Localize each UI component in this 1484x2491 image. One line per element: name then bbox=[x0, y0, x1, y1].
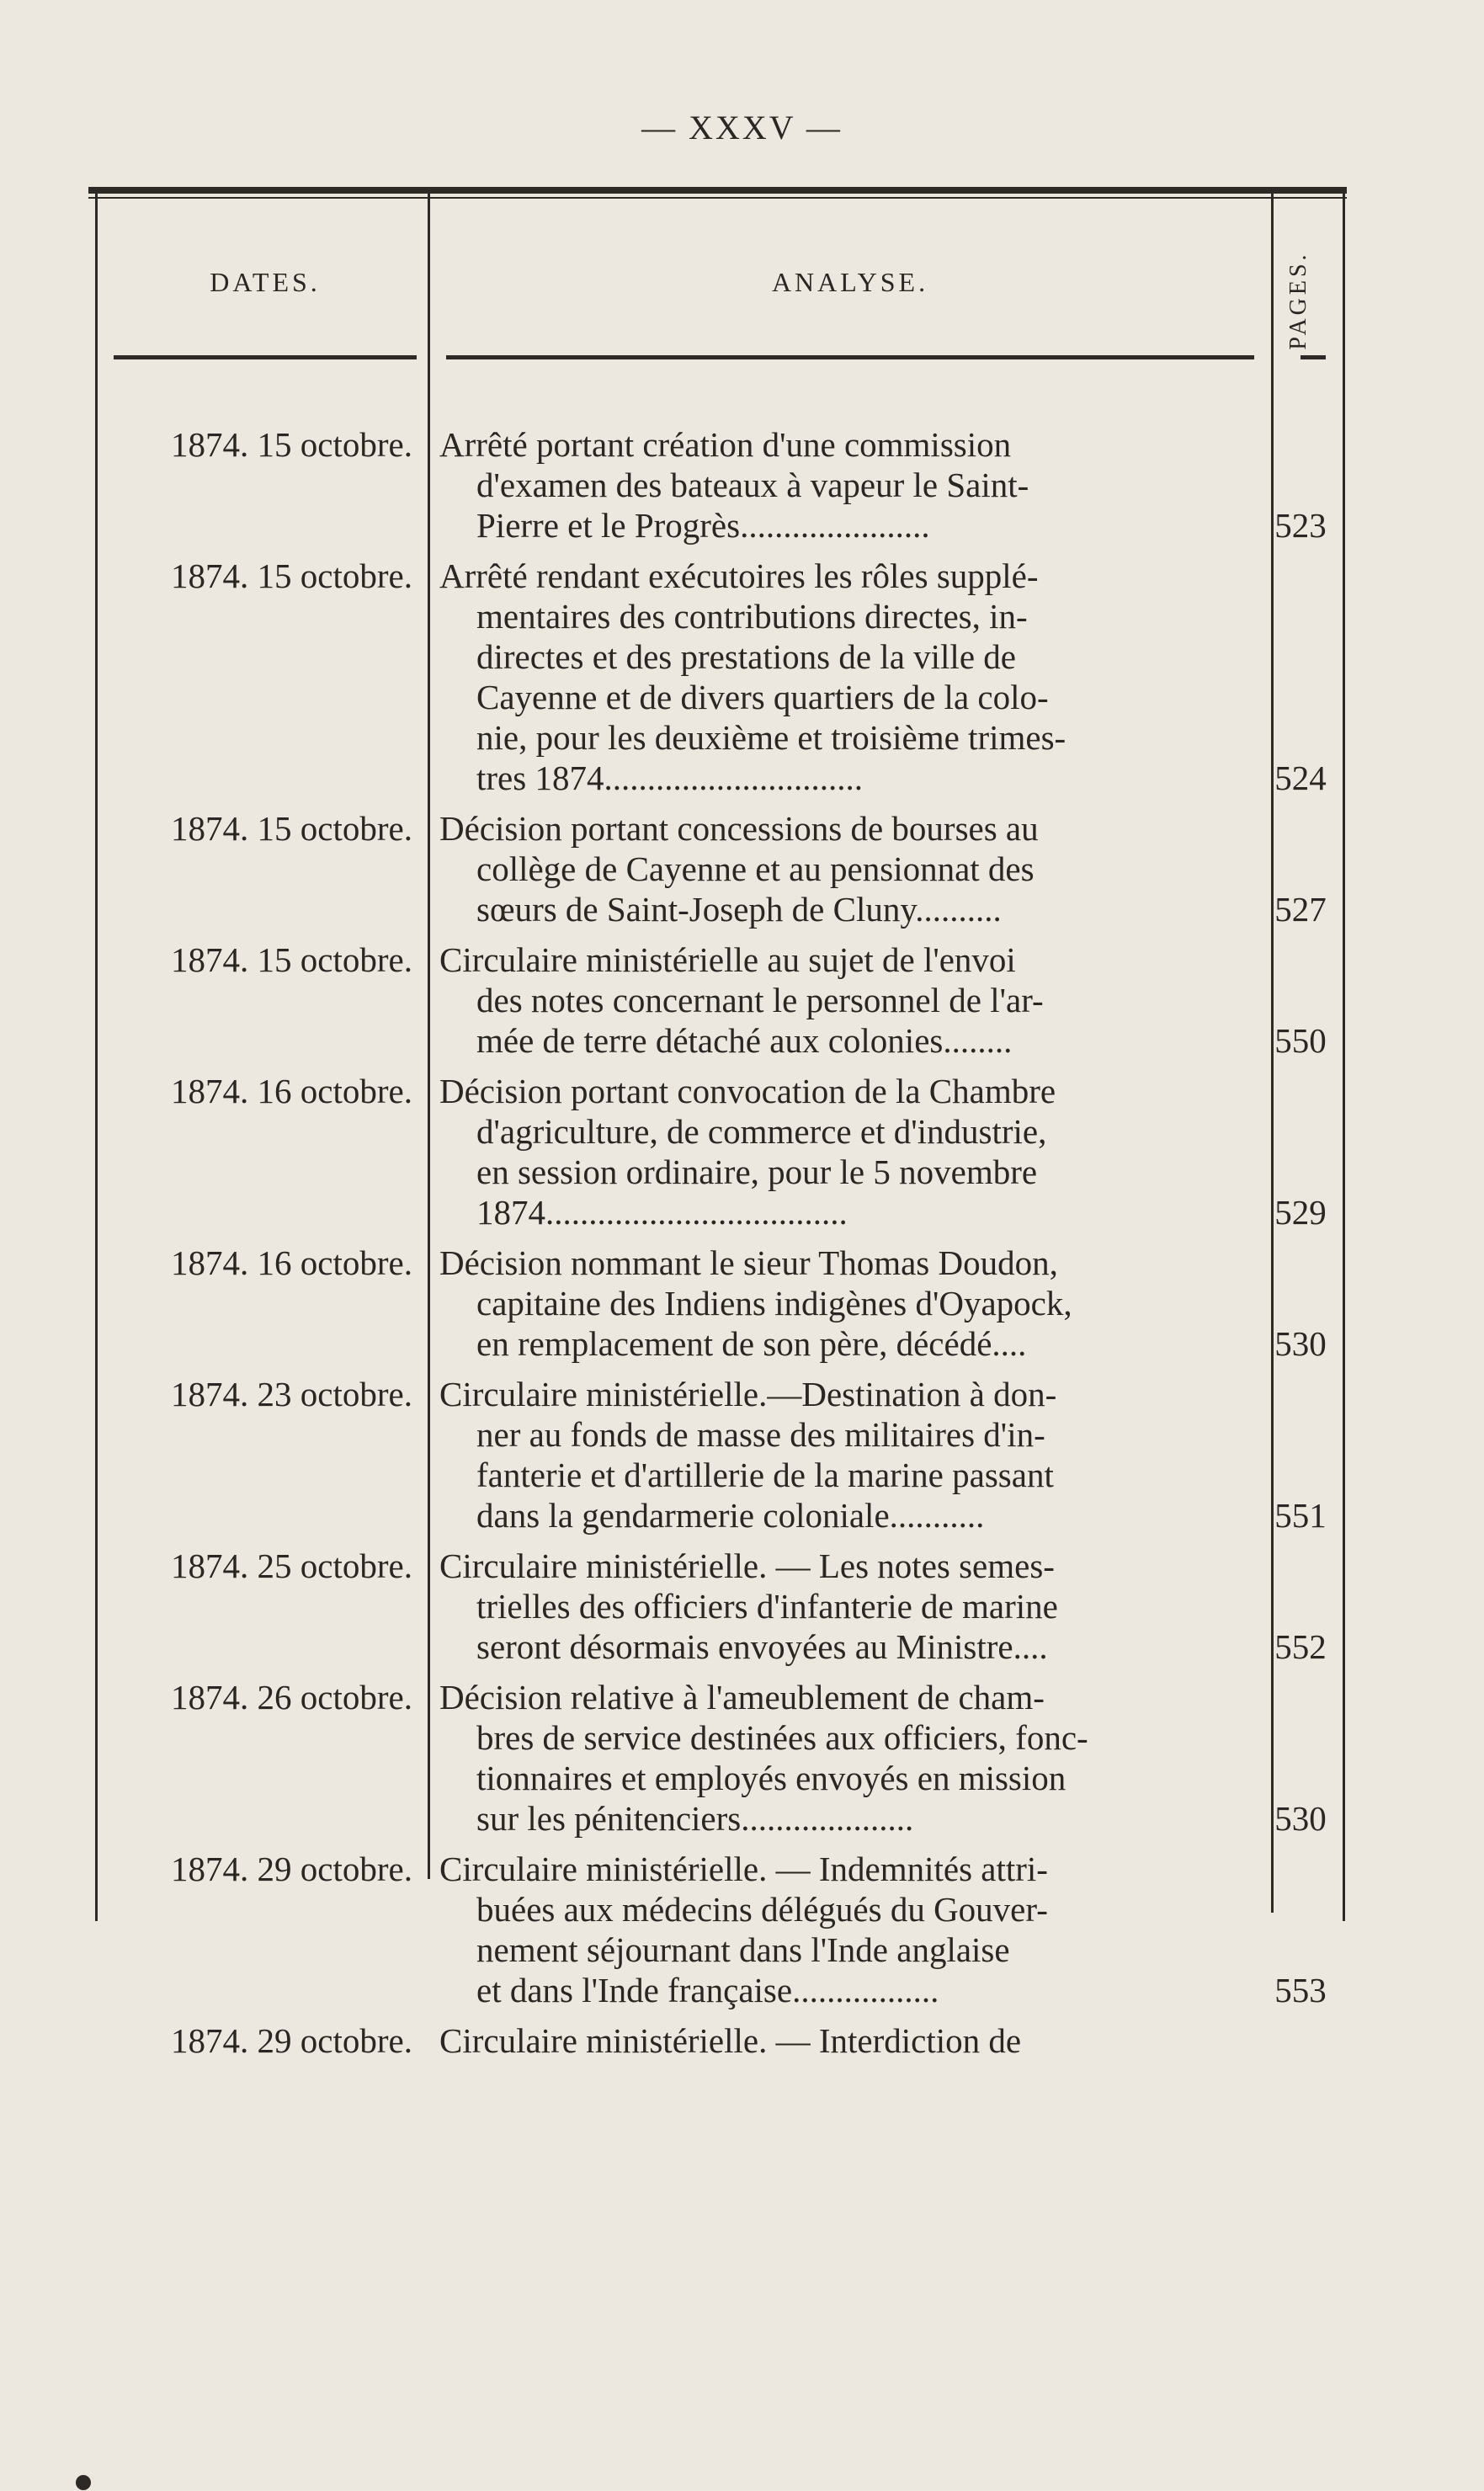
entry-date: 1874. 15 octobre. bbox=[171, 556, 412, 595]
analysis-line: buées aux médecins délégués du Gouver- bbox=[476, 1890, 1048, 1929]
table-row bbox=[88, 424, 1347, 546]
table-row bbox=[88, 1374, 1347, 1536]
analyse-column-header: ANALYSE. bbox=[771, 267, 929, 297]
entry-date: 1874. 15 octobre. bbox=[171, 425, 412, 464]
analysis-line: 1874................................... bbox=[476, 1193, 848, 1232]
analysis-line: Décision nommant le sieur Thomas Doudon, bbox=[439, 1243, 1058, 1282]
analysis-line: collège de Cayenne et au pensionnat des bbox=[476, 849, 1035, 888]
analysis-line: en session ordinaire, pour le 5 novembre bbox=[476, 1152, 1038, 1191]
table-row bbox=[88, 556, 1347, 798]
table-body bbox=[88, 424, 1347, 2071]
entry-page-number: 523 bbox=[1274, 506, 1327, 545]
entry-analysis bbox=[421, 808, 1263, 929]
entry-analysis bbox=[421, 1374, 1263, 1536]
entry-date: 1874. 23 octobre. bbox=[171, 1375, 412, 1413]
analysis-line: d'agriculture, de commerce et d'industrie, bbox=[476, 1112, 1047, 1151]
entry-page-number: 529 bbox=[1274, 1193, 1327, 1232]
analysis-line: d'examen des bateaux à vapeur le Saint- bbox=[476, 466, 1029, 504]
table-row bbox=[88, 1071, 1347, 1232]
analysis-line: mentaires des contributions directes, in- bbox=[476, 597, 1028, 636]
analysis-line: mée de terre détaché aux colonies........ bbox=[476, 1021, 1013, 1060]
analysis-line: tres 1874.............................. bbox=[476, 758, 863, 797]
entry-date: 1874. 15 octobre. bbox=[171, 809, 412, 848]
entry-analysis bbox=[421, 939, 1263, 1061]
analysis-line: en remplacement de son père, décédé.... bbox=[476, 1324, 1027, 1363]
entry-analysis bbox=[421, 1849, 1263, 2010]
entry-date: 1874. 15 octobre. bbox=[171, 940, 412, 979]
analyse-header-rule bbox=[446, 355, 1254, 359]
page-mark bbox=[76, 2475, 91, 2490]
analysis-line: Arrêté rendant exécutoires les rôles supplé- bbox=[439, 556, 1039, 595]
entry-date: 1874. 16 octobre. bbox=[171, 1243, 412, 1282]
entry-date: 1874. 26 octobre. bbox=[171, 1678, 412, 1717]
dates-header-rule bbox=[114, 355, 417, 359]
analysis-line: sœurs de Saint-Joseph de Cluny.......... bbox=[476, 890, 1002, 929]
entry-analysis bbox=[421, 1677, 1263, 1839]
entry-analysis bbox=[421, 424, 1263, 546]
entry-page-number: 524 bbox=[1274, 758, 1327, 797]
analysis-line: dans la gendarmerie coloniale........... bbox=[476, 1496, 985, 1535]
analysis-line: capitaine des Indiens indigènes d'Oyapock, bbox=[476, 1284, 1072, 1323]
table-row bbox=[88, 808, 1347, 929]
analysis-line: tionnaires et employés envoyés en mission bbox=[476, 1759, 1066, 1797]
entry-page-number: 527 bbox=[1274, 890, 1327, 929]
entry-page-number: 530 bbox=[1274, 1799, 1327, 1838]
analysis-line: trielles des officiers d'infanterie de marine bbox=[476, 1587, 1058, 1626]
analysis-line: des notes concernant le personnel de l'ar- bbox=[476, 981, 1044, 1019]
table-row bbox=[88, 1677, 1347, 1839]
entry-analysis bbox=[421, 1071, 1263, 1232]
analysis-line: Pierre et le Progrès...................... bbox=[476, 506, 930, 545]
analysis-line: nie, pour les deuxième et troisième trimes- bbox=[476, 718, 1066, 757]
entry-date: 1874. 25 octobre. bbox=[171, 1546, 412, 1585]
entry-page-number: 551 bbox=[1274, 1496, 1327, 1535]
entry-page-number: 552 bbox=[1274, 1627, 1327, 1666]
table-row bbox=[88, 2020, 1347, 2061]
pages-column-header: PAGES. bbox=[1285, 251, 1311, 350]
table-top-rule bbox=[88, 187, 1347, 194]
dates-column-header: DATES. bbox=[210, 267, 321, 297]
analysis-line: directes et des prestations de la ville de bbox=[476, 637, 1016, 676]
entry-page-number: 530 bbox=[1274, 1324, 1327, 1363]
page-number-header: — XXXV — bbox=[641, 109, 843, 146]
analysis-line: Circulaire ministérielle au sujet de l'envoi bbox=[439, 940, 1016, 979]
entry-date: 1874. 29 octobre. bbox=[171, 2021, 412, 2060]
analysis-line: seront désormais envoyées au Ministre.... bbox=[476, 1627, 1048, 1666]
table-row bbox=[88, 1243, 1347, 1364]
table-top-thin-rule bbox=[88, 197, 1347, 199]
analysis-line: Circulaire ministérielle. — Interdiction de bbox=[439, 2021, 1022, 2060]
table-row bbox=[88, 1849, 1347, 2010]
entry-date: 1874. 29 octobre. bbox=[171, 1850, 412, 1888]
table-row bbox=[88, 939, 1347, 1061]
index-table bbox=[88, 187, 1347, 2060]
entry-page-number: 550 bbox=[1274, 1021, 1327, 1060]
entry-date: 1874. 16 octobre. bbox=[171, 1072, 412, 1110]
entry-page-number: 553 bbox=[1274, 1971, 1327, 2009]
analysis-line: Décision relative à l'ameublement de cham- bbox=[439, 1678, 1045, 1717]
analysis-line: Cayenne et de divers quartiers de la colo- bbox=[476, 678, 1049, 716]
pages-header-rule bbox=[1300, 355, 1326, 359]
entry-analysis bbox=[421, 2020, 1263, 2061]
analysis-line: fanterie et d'artillerie de la marine passant bbox=[476, 1456, 1054, 1494]
analysis-line: et dans l'Inde française................. bbox=[476, 1971, 939, 2009]
table-row bbox=[88, 1546, 1347, 1667]
entry-analysis bbox=[421, 1243, 1263, 1364]
analysis-line: nement séjournant dans l'Inde anglaise bbox=[476, 1930, 1010, 1969]
analysis-line: Décision portant convocation de la Chambre bbox=[439, 1072, 1056, 1110]
analysis-line: Circulaire ministérielle. — Les notes semes- bbox=[439, 1546, 1055, 1585]
analysis-line: sur les pénitenciers.................... bbox=[476, 1799, 914, 1838]
entry-analysis bbox=[421, 556, 1263, 798]
analysis-line: Circulaire ministérielle. — Indemnités attri- bbox=[439, 1850, 1048, 1888]
analysis-line: Décision portant concessions de bourses au bbox=[439, 809, 1039, 848]
analysis-line: ner au fonds de masse des militaires d'in- bbox=[476, 1415, 1045, 1454]
analysis-line: Circulaire ministérielle.—Destination à don- bbox=[439, 1375, 1057, 1413]
analysis-line: Arrêté portant création d'une commission bbox=[439, 425, 1012, 464]
entry-analysis bbox=[421, 1546, 1263, 1667]
analysis-line: bres de service destinées aux officiers, fonc- bbox=[476, 1718, 1088, 1757]
